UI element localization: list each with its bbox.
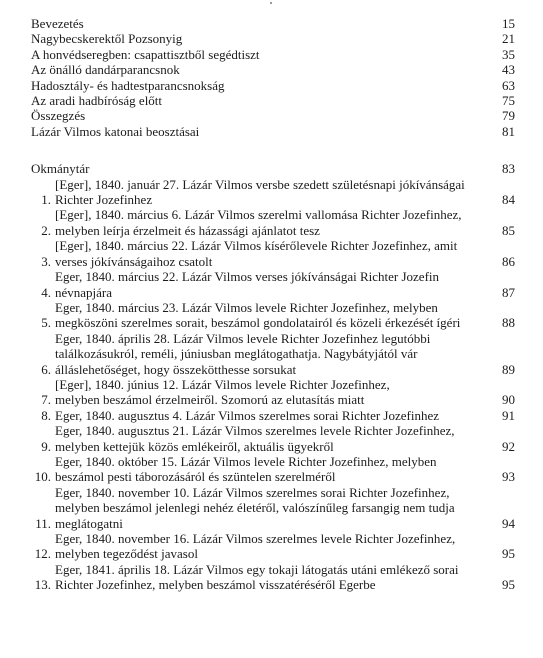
toc-entry-page-number: 21 (502, 31, 515, 47)
toc-entry-title: Bevezetés (31, 16, 84, 31)
document-page-number: 86 (502, 253, 515, 269)
document-number: 11. (35, 515, 51, 531)
document-entry[interactable] (31, 377, 515, 408)
document-title-line: Eger, 1840. augusztus 21. Lázár Vilmos szerelmes levele Richter Jozefinhez, (55, 423, 455, 439)
toc-entry-page-number: 35 (502, 46, 515, 62)
document-title-line: [Eger], 1840. január 27. Lázár Vilmos versbe szedett születésnapi jókívánságai (55, 176, 465, 192)
toc-entry-title: Összegzés (31, 108, 86, 124)
document-title-line: megköszöni szerelmes sorait, beszámol gondolatairól és közeli érkezését ígéri (55, 315, 461, 331)
document-page-number: 85 (502, 222, 515, 238)
document-title-line: melyben tegeződést javasol (55, 546, 198, 562)
document-title-line: Eger, 1840. október 15. Lázár Vilmos levele Richter Jozefinhez, melyben (55, 453, 437, 469)
document-title-line: melyben beszámol érzelmeiről. Szomorú az elutasítás miatt (55, 392, 365, 408)
toc-entry[interactable] (31, 62, 515, 77)
toc-entry-page-number: 81 (502, 123, 515, 139)
document-number: 1. (41, 192, 51, 208)
toc-entry-title: Nagybecskerektől Pozsonyig (31, 31, 183, 47)
document-title (55, 238, 489, 269)
toc-entry-page-number: 63 (502, 77, 515, 93)
document-entry[interactable] (31, 269, 515, 300)
archive-heading: Okmánytár (31, 161, 90, 177)
toc-entry[interactable] (31, 93, 515, 108)
toc-entry[interactable] (31, 124, 515, 139)
document-entry[interactable] (31, 300, 515, 331)
document-title (55, 177, 489, 208)
document-title-line: [Eger], 1840. március 22. Lázár Vilmos kísérőlevele Richter Jozefinhez, amit (55, 238, 458, 254)
document-title (55, 454, 489, 485)
document-title-line: névnapjára (55, 284, 113, 300)
document-page-number: 95 (502, 577, 515, 593)
document-title (55, 377, 489, 408)
document-title (55, 300, 489, 331)
document-title-line: Eger, 1840. november 16. Lázár Vilmos szerelmes levele Richter Jozefinhez, (55, 531, 456, 546)
document-entry[interactable] (31, 177, 515, 208)
document-entry[interactable] (31, 331, 515, 377)
toc-entry[interactable] (31, 31, 515, 46)
chapter-list (31, 16, 515, 139)
document-number: 9. (41, 438, 51, 454)
document-list (31, 177, 515, 593)
document-number: 6. (41, 361, 51, 377)
document-title-line: beszámol pesti táborozásáról és szüntelen szerelméről (55, 469, 336, 485)
document-entry[interactable] (31, 423, 515, 454)
document-title-line: Eger, 1840. március 23. Lázár Vilmos levele Richter Jozefinhez, melyben (55, 299, 438, 315)
document-number: 7. (41, 392, 51, 408)
section-gap (31, 139, 515, 161)
document-title-line: Eger, 1840. november 10. Lázár Vilmos szerelmes sorai Richter Jozefinhez, (55, 484, 450, 500)
document-title-line: melyben leírja érzelmeit és házassági ajánlatot tesz (55, 222, 320, 238)
toc-entry[interactable] (31, 78, 515, 93)
toc-entry-title: Hadosztály- és hadtestparancsnokság (31, 77, 225, 93)
toc-entry-title: Az önálló dandárparancsnok (31, 62, 180, 78)
document-title (55, 331, 489, 377)
document-entry[interactable] (31, 207, 515, 238)
scan-speck (270, 2, 272, 4)
document-title (55, 562, 489, 593)
toc-entry-title: A honvédseregben: csapattisztből segédtiszt (31, 46, 260, 62)
document-title-line: találkozásukról, reméli, júniusban meglátogathatja. Nagybátyjától vár (55, 346, 418, 362)
document-page-number: 93 (502, 469, 515, 485)
document-title-line: [Eger], 1840. június 12. Lázár Vilmos levele Richter Jozefinhez, (55, 376, 390, 392)
document-page-number: 92 (502, 438, 515, 454)
document-title (55, 531, 489, 562)
document-number: 2. (41, 222, 51, 238)
document-title (55, 423, 489, 454)
document-title-line: Richter Jozefinhez, melyben beszámol visszatéréséről Egerbe (55, 577, 376, 593)
toc-entry[interactable] (31, 108, 515, 123)
toc-entry-page-number: 43 (502, 62, 515, 78)
document-title (55, 207, 489, 238)
archive-page-number: 83 (502, 161, 515, 177)
table-of-contents (31, 16, 515, 593)
document-title-line: verses jókívánságaihoz csatolt (55, 253, 213, 269)
toc-entry-page-number: 75 (502, 93, 515, 109)
document-page-number: 89 (502, 361, 515, 377)
archive-heading-row[interactable] (31, 161, 515, 176)
toc-entry[interactable] (31, 47, 515, 62)
document-title (55, 408, 489, 423)
document-page-number: 88 (502, 315, 515, 331)
document-number: 8. (41, 407, 51, 423)
document-title-line: meglátogatni (55, 515, 123, 531)
document-page-number: 90 (502, 392, 515, 408)
document-number: 10. (34, 469, 51, 485)
document-title-line: [Eger], 1840. március 6. Lázár Vilmos szerelmi vallomása Richter Jozefinhez, (55, 207, 462, 223)
document-page-number: 91 (502, 407, 515, 423)
document-title-line: melyben beszámol jelenlegi nehéz életéről, valószínűleg farsangig nem tudja (55, 500, 455, 516)
document-title (55, 269, 489, 300)
document-title-line: Eger, 1840. augusztus 4. Lázár Vilmos szerelmes sorai Richter Jozefinhez (55, 407, 440, 423)
document-entry[interactable] (31, 454, 515, 485)
document-title-line: Eger, 1840. április 28. Lázár Vilmos levele Richter Jozefinhez legutóbbi (55, 330, 431, 346)
document-number: 13. (34, 577, 51, 593)
document-entry[interactable] (31, 562, 515, 593)
toc-entry-title: Az aradi hadbíróság előtt (31, 93, 163, 109)
document-entry[interactable] (31, 408, 515, 423)
document-page-number: 87 (502, 284, 515, 300)
document-entry[interactable] (31, 531, 515, 562)
document-title-line: Eger, 1841. április 18. Lázár Vilmos egy tokaji látogatás utáni emlékező sorai (55, 561, 459, 577)
document-number: 3. (41, 253, 51, 269)
document-entry[interactable] (31, 238, 515, 269)
document-title-line: melyben kettejük közös emlékeiről, aktuális ügyekről (55, 438, 334, 454)
document-title-line: álláslehetőséget, hogy összekötthesse sorsukat (55, 361, 297, 377)
document-entry[interactable] (31, 485, 515, 531)
toc-entry-page-number: 15 (502, 16, 515, 31)
toc-entry[interactable] (31, 16, 515, 31)
document-number: 12. (34, 546, 51, 562)
toc-entry-page-number: 79 (502, 108, 515, 124)
document-number: 5. (41, 315, 51, 331)
document-page-number: 94 (502, 515, 515, 531)
document-title (55, 485, 489, 531)
document-page-number: 84 (502, 192, 515, 208)
document-title-line: Richter Jozefinhez (55, 192, 153, 208)
document-number: 4. (41, 284, 51, 300)
document-page-number: 95 (502, 546, 515, 562)
toc-entry-title: Lázár Vilmos katonai beosztásai (31, 123, 200, 139)
document-title-line: Eger, 1840. március 22. Lázár Vilmos verses jókívánságai Richter Jozefin (55, 269, 440, 285)
